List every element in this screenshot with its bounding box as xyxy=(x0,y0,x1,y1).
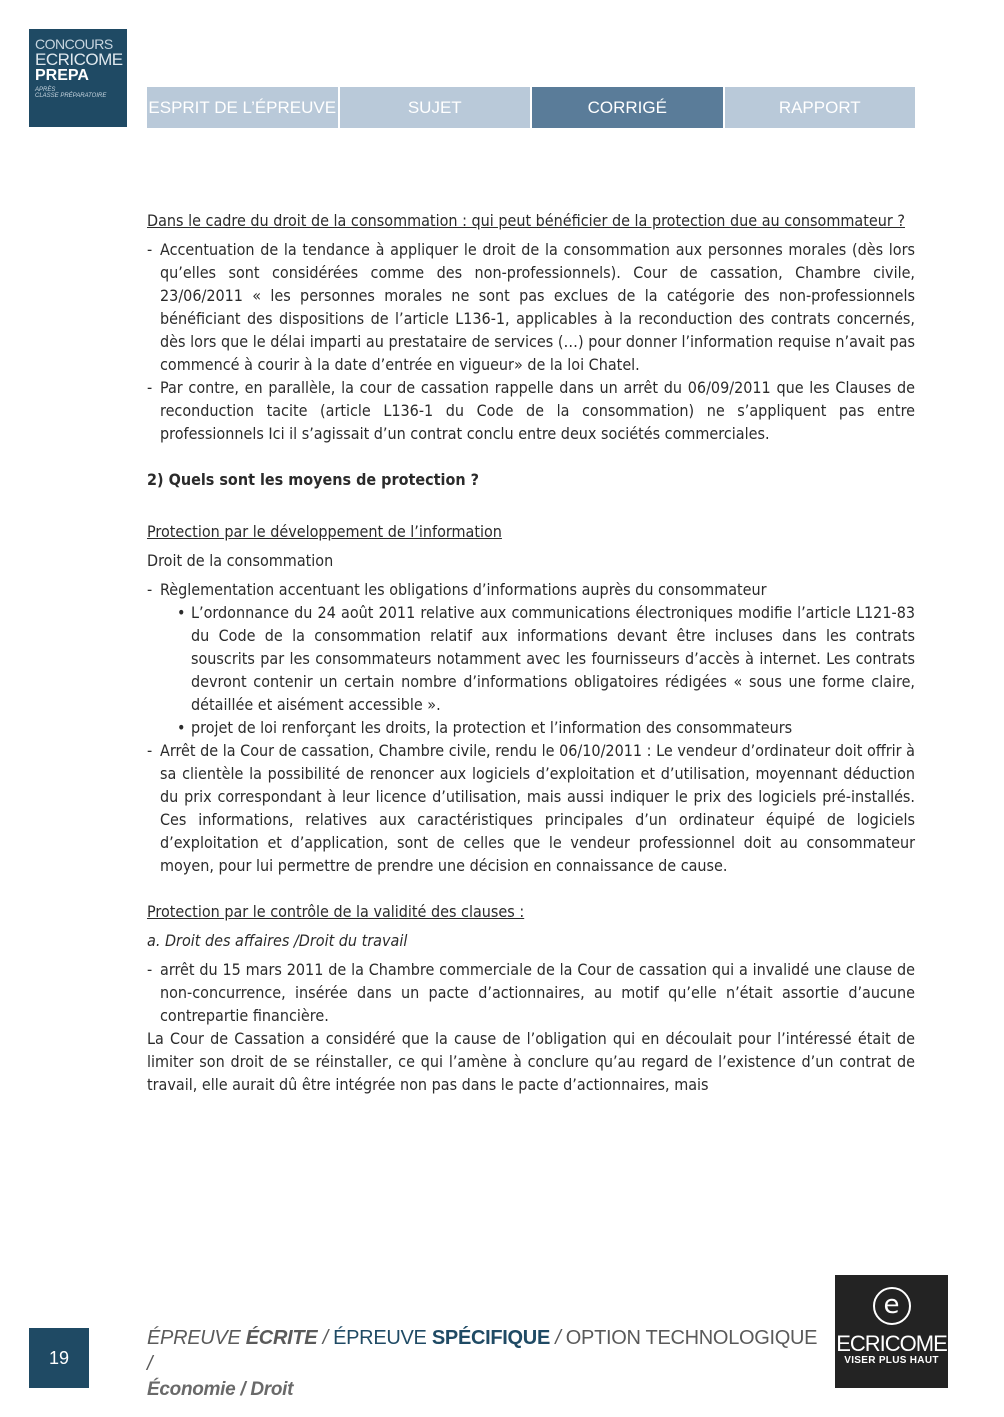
paragraph-cour-cassation: La Cour de Cassation a considéré que la cause de l’obligation qui en découlait pour l’intéressé était de limiter son droit de se réinstaller, ce qui l’amène à conclure qu’au regard de l’existence d’un contrat de travail, elle aurait dû être intégrée non pas dans le pacte d’actionnaires, mais xyxy=(147,1029,915,1094)
tab-sujet[interactable]: SUJET xyxy=(340,87,531,128)
footer-epreuve-2: ÉPREUVE xyxy=(333,1327,427,1349)
subheading-clauses: Protection par le contrôle de la validité des clauses : xyxy=(147,902,525,921)
ecricome-logo-name: ECRICOME xyxy=(836,1331,947,1356)
question-consumer-protection: Dans le cadre du droit de la consommation : qui peut bénéficier de la protection due au consommateur ? xyxy=(147,211,905,230)
subheading-information: Protection par le développement de l’information xyxy=(147,522,502,541)
footer-ecrite: ÉCRITE xyxy=(245,1327,318,1349)
logo-line-ecricome: ECRICOME xyxy=(35,50,123,69)
ecricome-logo xyxy=(835,1275,948,1388)
footer-sep-3: / xyxy=(147,1353,153,1375)
tab-corrige[interactable]: CORRIGÉ xyxy=(532,87,723,128)
logo-line-apres: APRÈS xyxy=(35,87,56,93)
tab-rapport[interactable]: RAPPORT xyxy=(725,87,916,128)
dash-item-reglementation: - Règlementation accentuant les obligations d’informations auprès du consommateur xyxy=(147,578,915,601)
footer-sep-1: / xyxy=(317,1327,334,1349)
ecricome-logo-tagline: VISER PLUS HAUT xyxy=(844,1355,939,1366)
subheading-droit-affaires: a. Droit des affaires /Droit du travail xyxy=(147,931,408,950)
dash-item-personnes-morales: - Accentuation de la tendance à appliquer le droit de la consommation aux personnes morales (dès lors qu’elles sont considérées comme des non-professionnels). Cour de cassation, Chambre civile, 23/06/2011 « les personnes morales ne sont pas exclues de la catégorie des non-professionnels bénéficiant des dispositions de l’article L136-1, applicables à la reconduction des contrats concernés, dès lors que le délai imparti au prestataire de services (…) pour donner l’information requise n’avait pas commencé à courir à la date d’entrée en vigueur» de la loi Chatel. xyxy=(147,238,915,376)
page-number: 19 xyxy=(29,1328,89,1388)
dash-item-reconduction-tacite: - Par contre, en parallèle, la cour de cassation rappelle dans un arrêt du 06/09/2011 que les Clauses de reconduction tacite (article L136-1 du Code de la consommation) ne s’appliquent pas entre professionnels Ici il s’agissait d’un contrat conclu entre deux sociétés commerciales. xyxy=(147,376,915,445)
bullet-item-projet-loi: • projet de loi renforçant les droits, la protection et l’information des consommateurs xyxy=(147,716,915,739)
logo-line-classe: CLASSE PRÉPARATOIRE xyxy=(35,93,107,99)
footer-option: OPTION TECHNOLOGIQUE xyxy=(565,1327,818,1349)
logo-line-prepa: PREPA xyxy=(35,67,89,84)
tab-esprit-epreuve[interactable]: ESPRIT DE L’ÉPREUVE xyxy=(147,87,338,128)
document-body xyxy=(147,209,915,1096)
footer-epreuve: ÉPREUVE xyxy=(147,1327,241,1349)
footer-specifique: SPÉCIFIQUE xyxy=(431,1327,550,1349)
label-droit-consommation: Droit de la consommation xyxy=(147,551,334,570)
section-heading-moyens: 2) Quels sont les moyens de protection ? xyxy=(147,470,479,489)
bullet-item-ordonnance: • L’ordonnance du 24 août 2011 relative aux communications électroniques modifie l’article L121-83 du Code de la consommation relatif aux informations devant être incluses dans les contrats souscrits par les consommateurs notamment avec les fournisseurs d’accès à internet. Les contrats devront contenir un certain nombre d’informations obligatoires rédigées « sous une forme claire, détaillée et aisément accessible ». xyxy=(147,601,915,716)
logo-line-concours: CONCOURS xyxy=(35,36,113,52)
dash-item-arret-ordinateur: - Arrêt de la Cour de cassation, Chambre civile, rendu le 06/10/2011 : Le vendeur d’ordinateur doit offrir à sa clientèle la possibilité de renoncer aux logiciels d’exploitation et d’utilisation, moyennant déduction du prix correspondant à leur licence d’utilisation, mais aussi indiquer le prix des logiciels pré-installés. Ces informations, relatives aux caractéristiques principales d’un ordinateur équipé de logiciels d’exploitation et d’application, sont de celles que le vendeur professionnel doit au consommateur moyen, pour lui permettre de prendre une décision en connaissance de cause. xyxy=(147,739,915,877)
footer-subject: Économie / Droit xyxy=(147,1379,294,1400)
ecricome-e-icon: e xyxy=(873,1287,911,1325)
footer-sep-2: / xyxy=(550,1327,566,1349)
section-tabs xyxy=(147,87,915,128)
footer-exam-label xyxy=(147,1325,827,1403)
ecricome-prepa-logo xyxy=(29,29,127,127)
dash-item-non-concurrence: - arrêt du 15 mars 2011 de la Chambre commerciale de la Cour de cassation qui a invalidé une clause de non-concurrence, insérée dans un pacte d’actionnaires, au motif qu’elle n’était assortie d’aucune contrepartie financière. xyxy=(147,958,915,1027)
